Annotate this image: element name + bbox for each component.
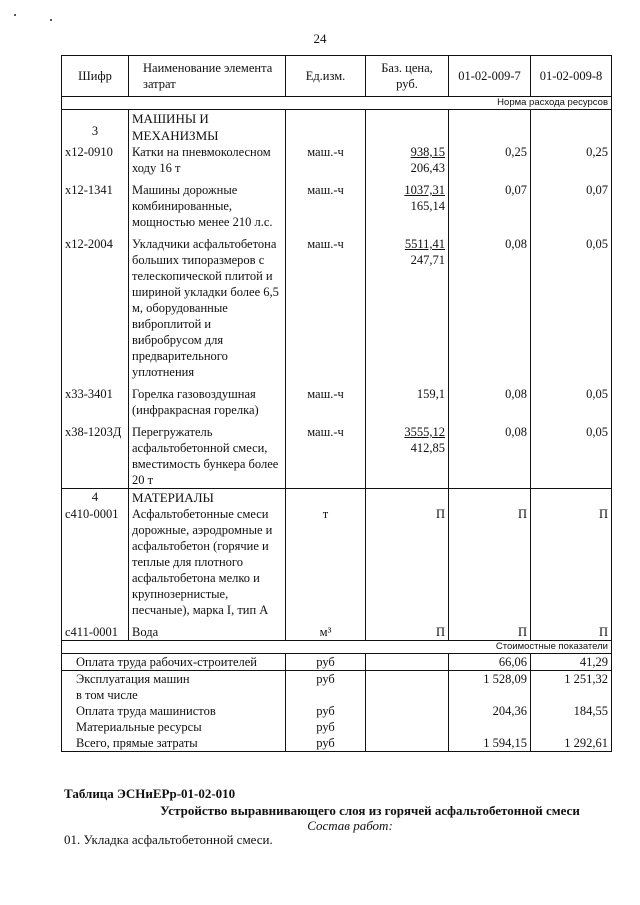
summary-row [62, 719, 612, 735]
row-code: х12-2004 [62, 236, 129, 380]
summary-value-col2: 1 251,32 [531, 671, 612, 688]
summary-row [62, 654, 612, 671]
row-unit: т [286, 506, 366, 618]
table-row [62, 236, 612, 380]
row-code: х12-1341 [62, 182, 129, 230]
cost-label-row [62, 641, 612, 654]
row-unit: маш.-ч [286, 144, 366, 176]
summary-label: Материальные ресурсы [62, 719, 286, 735]
table-row [62, 506, 612, 618]
summary-label: Оплата труда рабочих-строителей [62, 654, 286, 671]
composition-heading: Состав работ: [307, 818, 393, 833]
section-number: 3 [62, 110, 129, 145]
table-row [62, 182, 612, 230]
summary-value-col1: 1 528,09 [449, 671, 531, 688]
row-price: 1037,31 [404, 183, 445, 197]
row-value-col2: 0,05 [531, 236, 612, 380]
header-row [62, 56, 612, 97]
table-subtitle: Устройство выравнивающего слоя из горячей асфальтобетонной смеси [160, 803, 580, 818]
page-number: 24 [313, 31, 327, 46]
header-col2: 01-02-009-8 [531, 56, 612, 97]
row-value-col1: 0,07 [449, 182, 531, 230]
row-unit: маш.-ч [286, 236, 366, 380]
summary-unit: руб [286, 671, 366, 688]
row-unit: м³ [286, 624, 366, 641]
row-name: Укладчики асфальтобетона больших типоразмеров с телескопической плитой и шириной укладки более 6,5 м, оборудованные виброплитой и вибробрусом для предварительного уплотнения [129, 236, 286, 380]
row-name: Перегружатель асфальтобетонной смеси, вместимость бункера более 20 т [129, 424, 286, 489]
summary-row [62, 671, 612, 688]
row-code: х33-3401 [62, 386, 129, 418]
summary-unit: руб [286, 719, 366, 735]
row-value-col1: 0,08 [449, 386, 531, 418]
table-row [62, 424, 612, 489]
row-code: с410-0001 [62, 506, 129, 618]
row-value-col2: 0,05 [531, 386, 612, 418]
summary-label: Всего, прямые затраты [62, 735, 286, 752]
scan-speck [50, 19, 52, 21]
summary-label: в том числе [62, 687, 286, 703]
row-value-col2: 0,25 [531, 144, 612, 176]
row-name: Машины дорожные комбинированные, мощностью менее 210 л.с. [129, 182, 286, 230]
section-title: МАТЕРИАЛЫ [129, 489, 286, 507]
row-name: Асфальтобетонные смеси дорожные, аэродромные и асфальтобетон (горячие и теплые для плотного асфальтобетона мелко и крупнозернистые, песчаные), марка I, тип А [129, 506, 286, 618]
row-price: 5511,41 [404, 237, 445, 251]
summary-value-col1: 1 594,15 [449, 735, 531, 752]
summary-row [62, 703, 612, 719]
table-title: Таблица ЭСНиЕРр-01-02-010 [64, 786, 236, 801]
cost-label: Стоимостные показатели [62, 641, 612, 654]
row-price-wage: 206,43 [410, 161, 445, 175]
summary-value-col2: 1 292,61 [531, 735, 612, 752]
row-name: Горелка газовоздушная (инфракрасная горелка) [129, 386, 286, 418]
summary-value-col1: 204,36 [449, 703, 531, 719]
summary-row [62, 735, 612, 752]
row-value-col1: 0,25 [449, 144, 531, 176]
row-value-col2: П [531, 624, 612, 641]
row-value-col2: 0,05 [531, 424, 612, 489]
summary-value-col2: 184,55 [531, 703, 612, 719]
row-code: х38-1203Д [62, 424, 129, 489]
row-price-wage: 247,71 [410, 253, 445, 267]
row-value-col1: 0,08 [449, 236, 531, 380]
summary-unit: руб [286, 735, 366, 752]
table-row [62, 386, 612, 418]
row-price: П [366, 506, 449, 618]
table-row [62, 624, 612, 641]
row-value-col1: П [449, 506, 531, 618]
resource-table [61, 55, 612, 752]
section-number: 4 [62, 489, 129, 507]
header-name: Наименование элемента затрат [129, 56, 286, 97]
row-value-col1: П [449, 624, 531, 641]
row-value-col1: 0,08 [449, 424, 531, 489]
section-materials-row [62, 489, 612, 507]
row-unit: маш.-ч [286, 424, 366, 489]
row-name: Катки на пневмоколесном ходу 16 т [129, 144, 286, 176]
summary-value-col1: 66,06 [449, 654, 531, 671]
row-price: П [366, 624, 449, 641]
summary-label: Оплата труда машинистов [62, 703, 286, 719]
section-machines-row [62, 110, 612, 145]
row-price: 938,15 [410, 145, 445, 159]
header-col1: 01-02-009-7 [449, 56, 531, 97]
summary-unit: руб [286, 654, 366, 671]
summary-unit: руб [286, 703, 366, 719]
row-unit: маш.-ч [286, 386, 366, 418]
row-price-wage: 412,85 [410, 441, 445, 455]
table-row [62, 144, 612, 176]
norm-label-row [62, 97, 612, 110]
row-price: 159,1 [416, 387, 445, 401]
row-unit: маш.-ч [286, 182, 366, 230]
row-name: Вода [129, 624, 286, 641]
row-value-col2: П [531, 506, 612, 618]
summary-value-col2: 41,29 [531, 654, 612, 671]
row-value-col2: 0,07 [531, 182, 612, 230]
header-base-price: Баз. цена, руб. [366, 56, 449, 97]
header-code: Шифр [62, 56, 129, 97]
scan-speck [14, 14, 16, 16]
row-price-wage: 165,14 [410, 199, 445, 213]
row-code: с411-0001 [62, 624, 129, 641]
header-unit: Ед.изм. [286, 56, 366, 97]
summary-label: Эксплуатация машин [62, 671, 286, 688]
summary-row [62, 687, 612, 703]
work-step: 01. Укладка асфальтобетонной смеси. [64, 832, 273, 847]
section-title: МАШИНЫ И МЕХАНИЗМЫ [129, 110, 286, 145]
norm-label: Норма расхода ресурсов [62, 97, 612, 110]
row-price: 3555,12 [404, 425, 445, 439]
row-code: х12-0910 [62, 144, 129, 176]
